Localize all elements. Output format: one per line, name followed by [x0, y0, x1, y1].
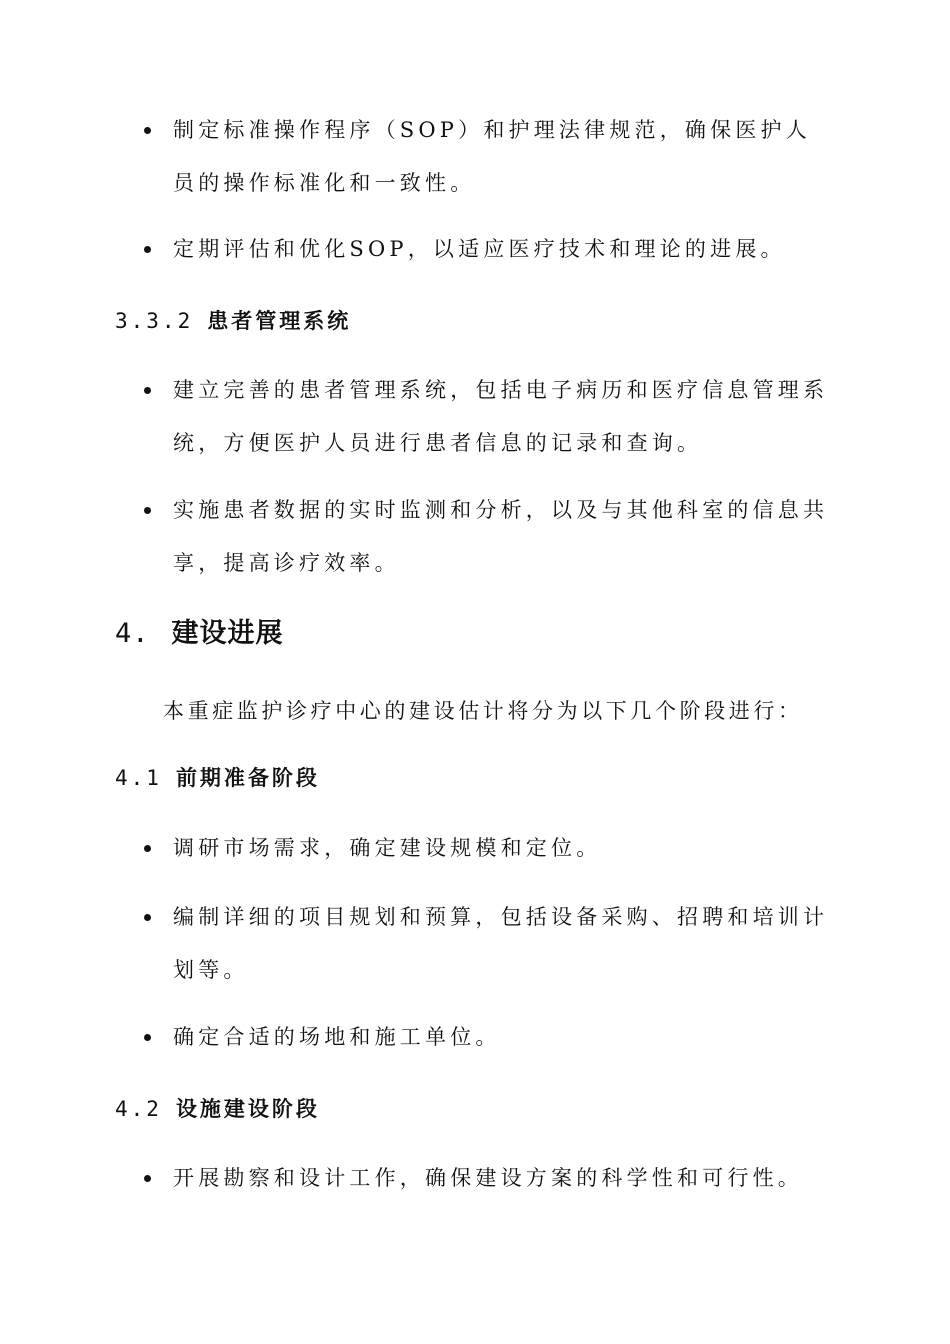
bullet-icon [144, 246, 151, 253]
bullet-icon [144, 1175, 151, 1182]
chapter-title: 建设进展 [171, 618, 284, 649]
chapter-heading [115, 616, 284, 652]
bullet-icon [144, 845, 151, 852]
bullet-icon [144, 914, 151, 921]
bullet-icon [144, 127, 151, 134]
section-heading [115, 1094, 320, 1124]
list-item-text: 调研市场需求，确定建设规模和定位。 [173, 836, 602, 860]
list-item-text: 制定标准操作程序（SOP）和护理法律规范，确保医护人员的操作标准化和一致性。 [173, 118, 811, 195]
section-number: 4.2 [115, 1097, 162, 1121]
paragraph: 本重症监护诊疗中心的建设估计将分为以下几个阶段进行： [163, 699, 803, 723]
list-item-text: 定期评估和优化SOP，以适应医疗技术和理论的进展。 [173, 237, 786, 261]
list-item-text: 确定合适的场地和施工单位。 [173, 1025, 501, 1049]
list-item-text: 编制详细的项目规划和预算，包括设备采购、招聘和培训计划等。 [173, 905, 829, 982]
section-number: 4.1 [115, 766, 162, 790]
section-title: 患者管理系统 [207, 308, 352, 333]
chapter-number: 4. [115, 618, 150, 649]
bullet-icon [144, 1034, 151, 1041]
list-item-text: 实施患者数据的实时监测和分析，以及与其他科室的信息共享，提高诊疗效率。 [173, 498, 829, 575]
list-item-text: 建立完善的患者管理系统，包括电子病历和医疗信息管理系统，方便医护人员进行患者信息的记录和查询。 [173, 378, 829, 455]
bullet-icon [144, 387, 151, 394]
section-heading [115, 763, 320, 793]
list-item-text: 开展勘察和设计工作，确保建设方案的科学性和可行性。 [173, 1166, 803, 1190]
section-heading [115, 306, 351, 336]
bullet-icon [144, 507, 151, 514]
section-title: 设施建设阶段 [175, 1096, 320, 1121]
section-title: 前期准备阶段 [175, 765, 320, 790]
section-number: 3.3.2 [115, 309, 194, 333]
